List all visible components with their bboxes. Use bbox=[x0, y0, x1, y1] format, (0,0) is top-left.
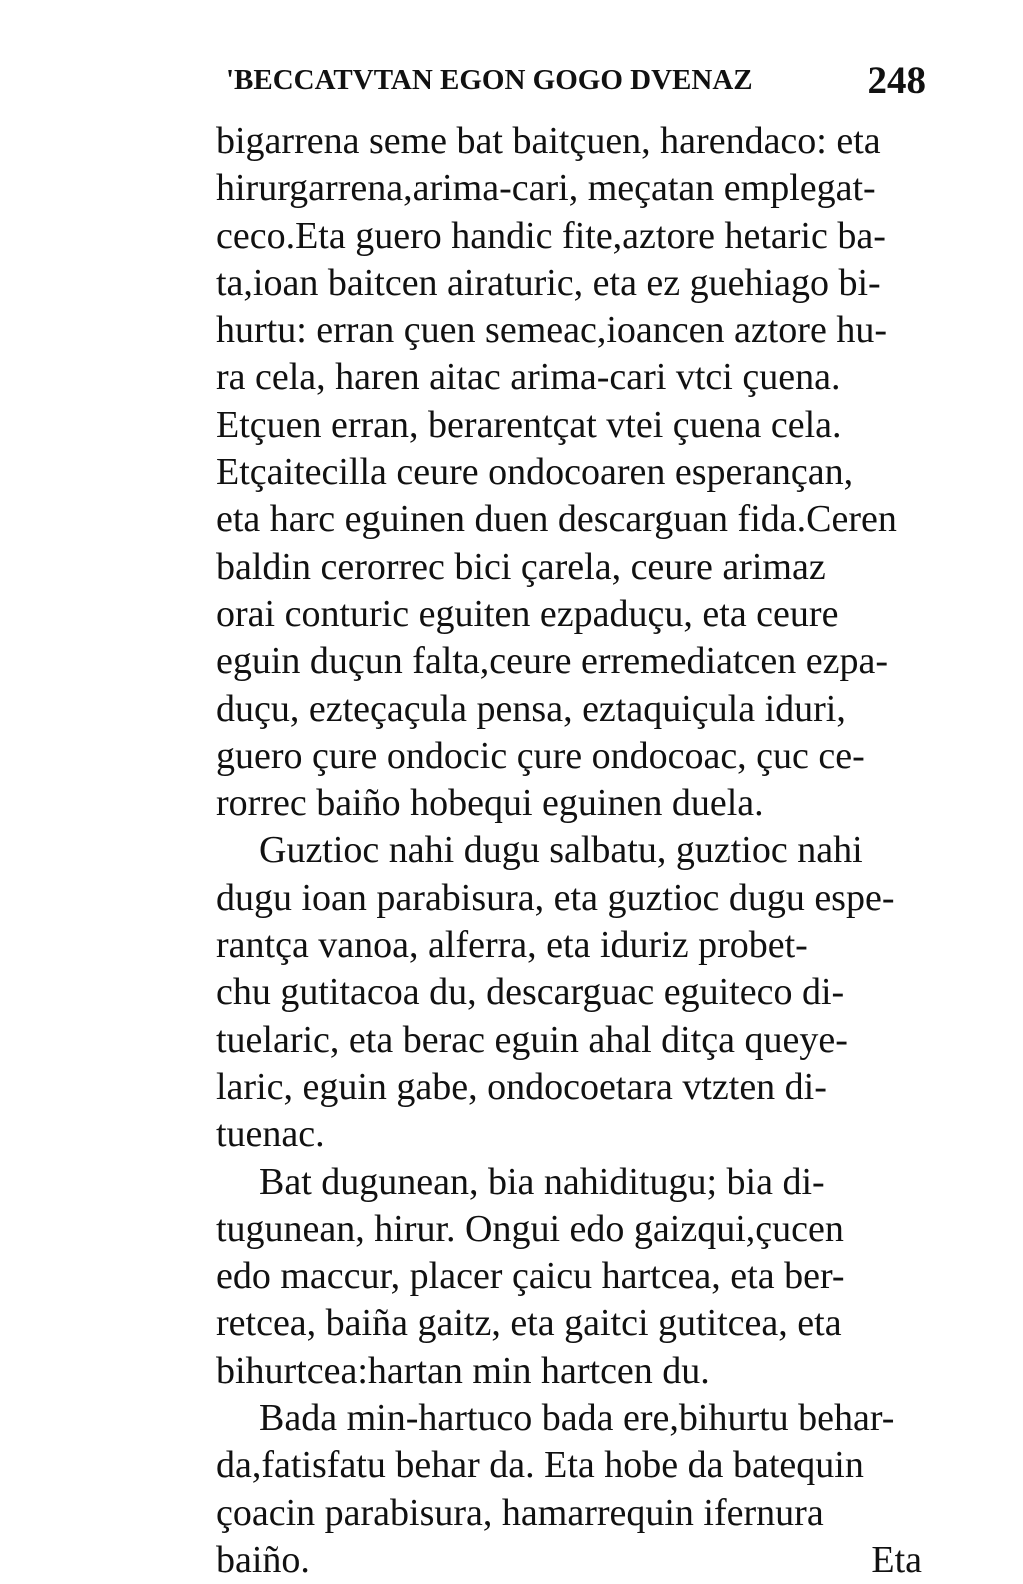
text-line: Etçaitecilla ceure ondocoaren esperançan, bbox=[216, 451, 854, 494]
text-line: Etçuen erran, berarentçat vtei çuena cela. bbox=[216, 403, 842, 446]
text-line: retcea, baiña gaitz, eta gaitci gutitcea, eta bbox=[216, 1302, 842, 1345]
text-line: çoacin parabisura, hamarrequin ifernura bbox=[216, 1491, 824, 1534]
text-line: tuenac. bbox=[216, 1113, 325, 1156]
text-line: ra cela, haren aitac arima-cari vtci çuena. bbox=[216, 356, 841, 399]
text-line: bihurtcea:hartan min hartcen du. bbox=[216, 1349, 710, 1392]
text-line: ceco.Eta guero handic fite,aztore hetaric ba- bbox=[216, 214, 886, 257]
text-line: tuelaric, eta berac eguin ahal ditça queye- bbox=[216, 1018, 848, 1061]
text-line: duçu, ezteçaçula pensa, eztaquiçula iduri, bbox=[216, 687, 846, 730]
text-line: orai conturic eguiten ezpaduçu, eta ceure bbox=[216, 592, 839, 635]
text-line: chu gutitacoa du, descarguac eguiteco di- bbox=[216, 971, 845, 1014]
running-header bbox=[226, 58, 926, 102]
text-line: da,fatisfatu behar da. Eta hobe da batequin bbox=[216, 1444, 864, 1487]
paragraph-start-line: Guztioc nahi dugu salbatu, guztioc nahi bbox=[259, 829, 863, 872]
text-line: ta,ioan baitcen airaturic, eta ez guehiago bi- bbox=[216, 261, 881, 304]
text-line: tugunean, hirur. Ongui edo gaizqui,çucen bbox=[216, 1207, 844, 1250]
text-line: rorrec baiño hobequi eguinen duela. bbox=[216, 782, 764, 825]
text-line: rantça vanoa, alferra, eta iduriz probet- bbox=[216, 924, 808, 967]
text-line: guero çure ondocic çure ondocoac, çuc ce- bbox=[216, 734, 865, 777]
text-line: hirurgarrena,arima-cari, meçatan emplegat- bbox=[216, 167, 876, 210]
text-line-end: baiño. bbox=[216, 1538, 310, 1581]
paragraph-start-line: Bat dugunean, bia nahiditugu; bia di- bbox=[259, 1160, 825, 1203]
text-line: baldin cerorrec bici çarela, ceure arimaz bbox=[216, 545, 826, 588]
text-line: edo maccur, placer çaicu hartcea, eta ber- bbox=[216, 1255, 845, 1298]
text-line: laric, eguin gabe, ondocoetara vtzten di- bbox=[216, 1065, 827, 1108]
page-number: 248 bbox=[867, 59, 926, 102]
text-line: bigarrena seme bat baitçuen, harendaco: eta bbox=[216, 120, 881, 162]
text-line: eta harc eguinen duen descarguan fida.Ceren bbox=[216, 498, 897, 541]
text-line: eguin duçun falta,ceure erremediatcen ezpa- bbox=[216, 640, 888, 683]
text-line: dugu ioan parabisura, eta guztioc dugu espe- bbox=[216, 876, 895, 919]
running-title: 'BECCATVTAN EGON GOGO DVENAZ bbox=[226, 64, 753, 96]
last-line bbox=[216, 1537, 922, 1584]
catchword: Eta bbox=[871, 1538, 922, 1581]
paragraph-start-line: Bada min-hartuco bada ere,bihurtu behar- bbox=[259, 1397, 895, 1440]
text-line: hurtu: erran çuen semeac,ioancen aztore hu- bbox=[216, 309, 887, 352]
body-text bbox=[216, 118, 922, 1584]
